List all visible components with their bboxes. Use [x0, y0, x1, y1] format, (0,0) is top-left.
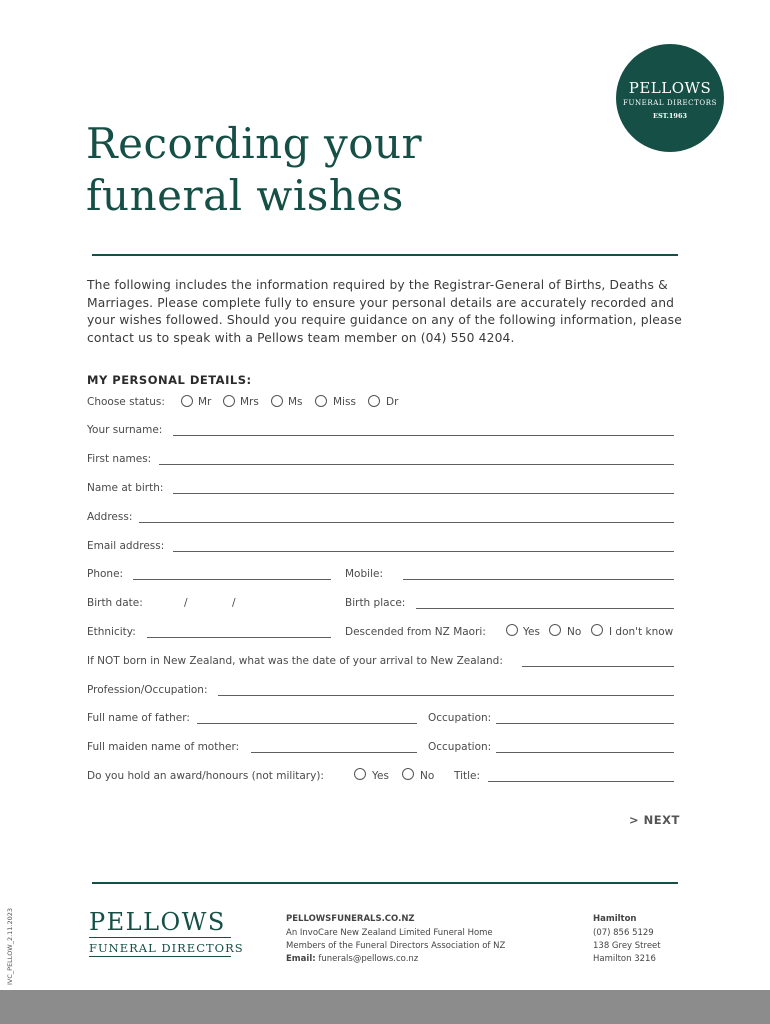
- surname-field[interactable]: [173, 435, 674, 436]
- section-heading: MY PERSONAL DETAILS:: [87, 373, 252, 387]
- page-title-line-1: Recording your: [86, 119, 423, 168]
- status-radio-miss[interactable]: [315, 395, 327, 407]
- mother-name-field[interactable]: [251, 752, 417, 753]
- status-radio-dr[interactable]: [368, 395, 380, 407]
- next-link[interactable]: > NEXT: [629, 813, 680, 827]
- maori-option-dont-know: I don't know: [609, 626, 674, 638]
- badge-brand-name: PELLOWS: [628, 79, 712, 97]
- surname-label: Your surname:: [87, 424, 163, 436]
- status-option-mrs: Mrs: [240, 396, 259, 408]
- award-title-field[interactable]: [488, 781, 674, 782]
- status-radio-mr[interactable]: [181, 395, 193, 407]
- maori-radio-dont-know[interactable]: [591, 624, 603, 636]
- footer-email-row: [286, 953, 418, 967]
- mobile-label: Mobile:: [345, 568, 383, 580]
- pellows-logo-badge: [616, 44, 724, 152]
- status-option-ms: Ms: [288, 396, 303, 408]
- footer-line-2: Members of the Funeral Directors Association of NZ: [286, 941, 506, 951]
- badge-established: EST.1963: [652, 112, 687, 120]
- birth-place-field[interactable]: [416, 608, 674, 609]
- father-name-label: Full name of father:: [87, 712, 190, 724]
- status-radio-mrs[interactable]: [223, 395, 235, 407]
- intro-paragraph: The following includes the information required by the Registrar-General of Births, Deaths & Marriages. Please complete fully to ensure your personal details are accurately recorded and your wishes followed. Should you require guidance on any of the following information, please contact us to speak with a Pellows team member on (04) 550 4204.: [87, 278, 682, 345]
- first-names-label: First names:: [87, 453, 152, 465]
- birth-date-label: Birth date:: [87, 597, 143, 609]
- birth-date-slash-2: /: [232, 597, 236, 609]
- father-occupation-field[interactable]: [496, 723, 674, 724]
- phone-field[interactable]: [133, 579, 331, 580]
- status-label: Choose status:: [87, 396, 165, 408]
- maori-option-yes: Yes: [523, 626, 540, 638]
- email-label: Email address:: [87, 540, 165, 552]
- address-field[interactable]: [139, 522, 674, 523]
- address-label: Address:: [87, 511, 133, 523]
- first-names-field[interactable]: [159, 464, 674, 465]
- profession-field[interactable]: [218, 695, 674, 696]
- ethnicity-label: Ethnicity:: [87, 626, 136, 638]
- profession-label: Profession/Occupation:: [87, 684, 208, 696]
- birth-place-label: Birth place:: [345, 597, 406, 609]
- bottom-bar: [0, 990, 770, 1024]
- footer-branch-street: 138 Grey Street: [593, 941, 661, 951]
- footer-logo-name: PELLOWS: [89, 908, 226, 936]
- award-radio-yes[interactable]: [354, 768, 366, 780]
- footer-logo-subtitle: FUNERAL DIRECTORS: [89, 941, 244, 955]
- father-occupation-label: Occupation:: [428, 712, 492, 724]
- award-title-label: Title:: [454, 770, 481, 782]
- title-divider: [92, 254, 678, 256]
- footer-website[interactable]: PELLOWSFUNERALS.CO.NZ: [286, 914, 415, 924]
- ethnicity-field[interactable]: [147, 637, 331, 638]
- name-at-birth-field[interactable]: [173, 493, 674, 494]
- footer-email-label: Email:: [286, 954, 316, 964]
- father-name-field[interactable]: [197, 723, 417, 724]
- footer-divider: [92, 882, 678, 884]
- footer-branch-phone: (07) 856 5129: [593, 928, 654, 938]
- award-label: Do you hold an award/honours (not military):: [87, 770, 324, 782]
- phone-label: Phone:: [87, 568, 124, 580]
- maori-radio-yes[interactable]: [506, 624, 518, 636]
- award-option-yes: Yes: [372, 770, 389, 782]
- footer-branch-city: Hamilton 3216: [593, 954, 656, 964]
- footer-line-1: An InvoCare New Zealand Limited Funeral Home: [286, 928, 493, 938]
- birth-date-slash-1: /: [184, 597, 188, 609]
- maori-option-no: No: [567, 626, 582, 638]
- mother-occupation-field[interactable]: [496, 752, 674, 753]
- footer-logo-rule: [89, 937, 231, 938]
- mobile-field[interactable]: [403, 579, 674, 580]
- award-option-no: No: [420, 770, 435, 782]
- status-option-dr: Dr: [386, 396, 399, 408]
- footer-email-link[interactable]: funerals@pellows.co.nz: [318, 954, 419, 964]
- mother-name-label: Full maiden name of mother:: [87, 741, 240, 753]
- arrival-date-field[interactable]: [522, 666, 674, 667]
- page-title: [86, 118, 606, 222]
- status-radio-ms[interactable]: [271, 395, 283, 407]
- name-at-birth-label: Name at birth:: [87, 482, 164, 494]
- status-option-miss: Miss: [333, 396, 356, 408]
- footer-logo-rule-bottom: [89, 956, 231, 957]
- maori-radio-no[interactable]: [549, 624, 561, 636]
- status-option-mr: Mr: [198, 396, 212, 408]
- award-radio-no[interactable]: [402, 768, 414, 780]
- maori-label: Descended from NZ Maori:: [345, 626, 486, 638]
- email-field[interactable]: [173, 551, 674, 552]
- mother-occupation-label: Occupation:: [428, 741, 492, 753]
- footer-branch-name: Hamilton: [593, 914, 637, 924]
- page-title-line-2: funeral wishes: [86, 171, 404, 220]
- arrival-date-label: If NOT born in New Zealand, what was the date of your arrival to New Zealand:: [87, 655, 503, 667]
- document-code: IVC_PELLOW_2.11.2023: [6, 907, 14, 985]
- badge-subtitle: FUNERAL DIRECTORS: [623, 99, 717, 107]
